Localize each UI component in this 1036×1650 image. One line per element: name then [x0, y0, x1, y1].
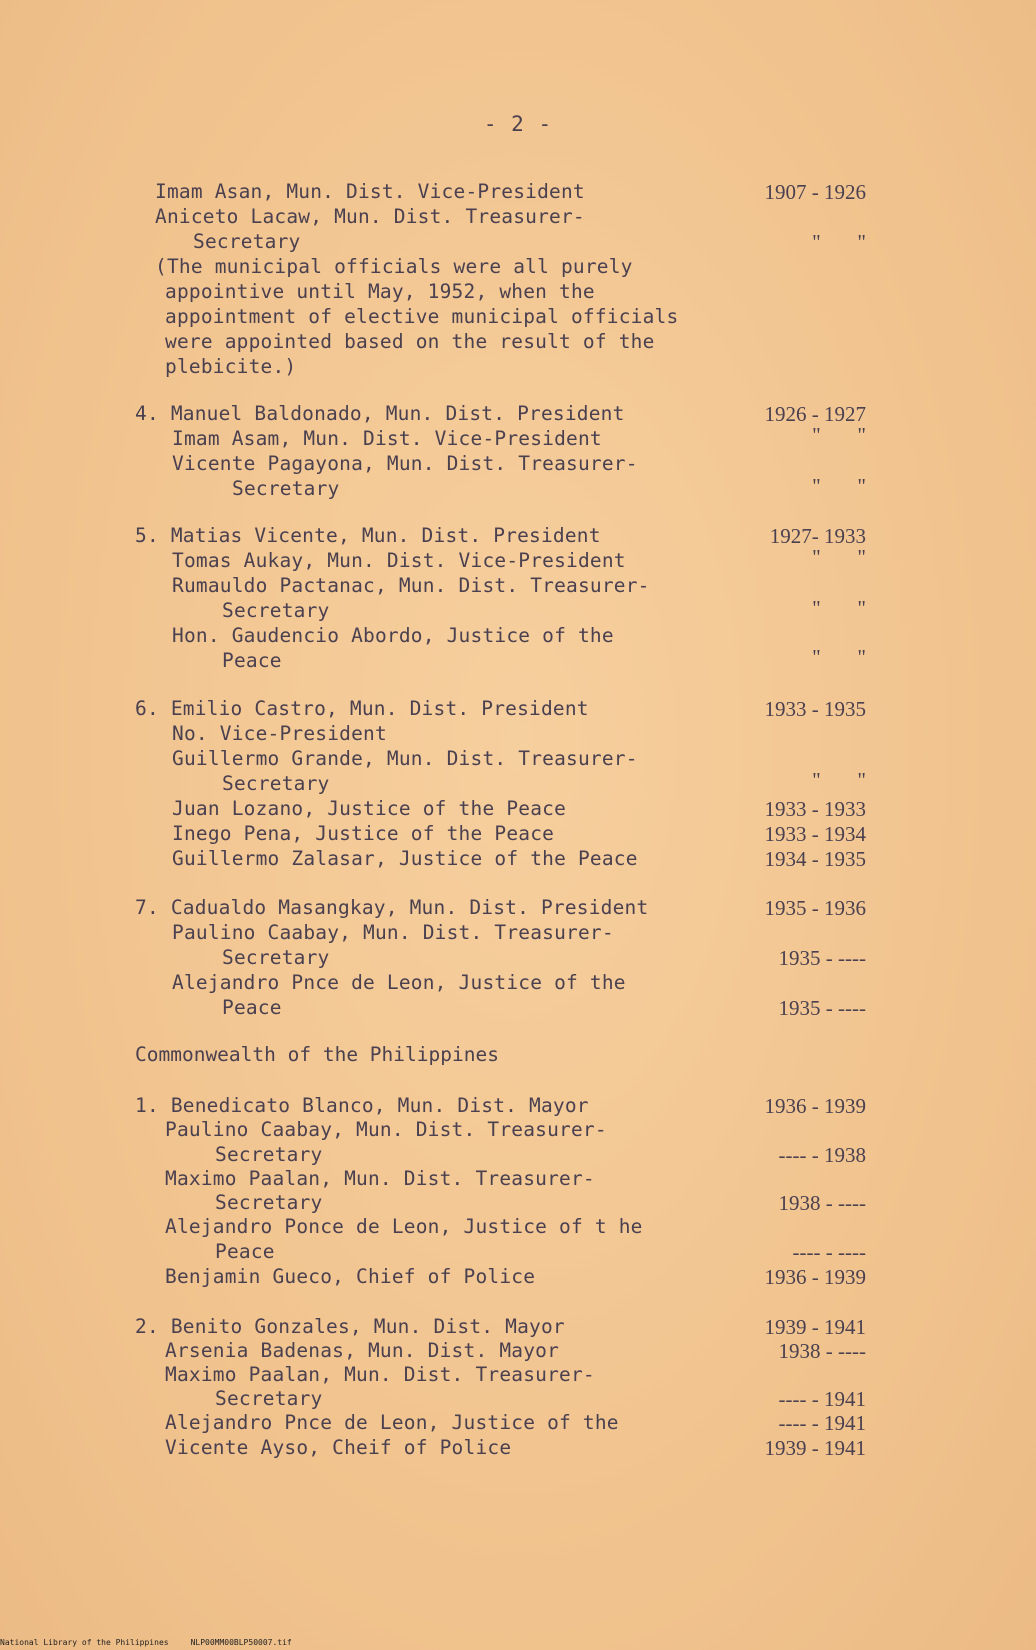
entry-line: 2. Benito Gonzales, Mun. Dist. Mayor: [135, 1315, 565, 1338]
entry-years: 1939 - 1941: [764, 1315, 866, 1339]
entry-line: Benjamin Gueco, Chief of Police: [165, 1265, 536, 1288]
entry-line: Imam Asan, Mun. Dist. Vice-President: [155, 180, 585, 203]
entry-years: 1907 - 1926: [764, 180, 866, 204]
entry-years: " ": [812, 645, 866, 669]
entry-line: Guillermo Grande, Mun. Dist. Treasurer-: [172, 747, 638, 770]
entry-years: 1935 - ----: [778, 946, 866, 970]
entry-years: 1938 - ----: [778, 1191, 866, 1215]
entry-years: 1933 - 1935: [764, 697, 866, 721]
entry-line: (The municipal officials were all purely: [155, 255, 633, 278]
entry-years: 1927- 1933: [769, 524, 866, 548]
library-name: National Library of the Philippines: [0, 1638, 169, 1647]
entry-years: ---- - 1938: [778, 1143, 866, 1167]
section-heading: Commonwealth of the Philippines: [135, 1043, 499, 1066]
entry-years: " ": [812, 768, 866, 792]
entry-years: 1939 - 1941: [764, 1436, 866, 1460]
entry-line: Peace: [222, 996, 282, 1019]
entry-line: 7. Cadualdo Masangkay, Mun. Dist. President: [135, 896, 649, 919]
entry-line: Guillermo Zalasar, Justice of the Peace: [172, 847, 638, 870]
entry-years: 1936 - 1939: [764, 1265, 866, 1289]
entry-years: " ": [812, 423, 866, 447]
entry-line: 1. Benedicato Blanco, Mun. Dist. Mayor: [135, 1094, 589, 1117]
entry-line: Alejandro Pnce de Leon, Justice of the: [172, 971, 626, 994]
entry-line: Vicente Ayso, Cheif of Police: [165, 1436, 512, 1459]
entry-years: 1936 - 1939: [764, 1094, 866, 1118]
entry-line: 5. Matias Vicente, Mun. Dist. President: [135, 524, 601, 547]
entry-line: appointment of elective municipal officials: [165, 305, 679, 328]
entry-line: Arsenia Badenas, Mun. Dist. Mayor: [165, 1339, 560, 1362]
entry-line: Secretary: [232, 477, 340, 500]
entry-years: ---- - 1941: [778, 1387, 866, 1411]
entry-line: Aniceto Lacaw, Mun. Dist. Treasurer-: [155, 205, 585, 228]
entry-line: Secretary: [215, 1191, 323, 1214]
entry-line: Rumauldo Pactanac, Mun. Dist. Treasurer-: [172, 574, 650, 597]
entry-years: 1935 - 1936: [764, 896, 866, 920]
entry-line: Imam Asam, Mun. Dist. Vice-President: [172, 427, 602, 450]
entry-line: Alejandro Pnce de Leon, Justice of the: [165, 1411, 619, 1434]
entry-line: Secretary: [193, 230, 301, 253]
entry-line: Secretary: [222, 599, 330, 622]
entry-years: 1938 - ----: [778, 1339, 866, 1363]
entry-line: Secretary: [215, 1387, 323, 1410]
entry-years: 1926 - 1927: [764, 402, 866, 426]
entry-line: 4. Manuel Baldonado, Mun. Dist. President: [135, 402, 625, 425]
entry-years: 1933 - 1934: [764, 822, 866, 846]
entry-line: Hon. Gaudencio Abordo, Justice of the: [172, 624, 614, 647]
entry-line: were appointed based on the result of the: [165, 330, 655, 353]
entry-years: 1933 - 1933: [764, 797, 866, 821]
entry-line: 6. Emilio Castro, Mun. Dist. President: [135, 697, 589, 720]
entry-years: 1934 - 1935: [764, 847, 866, 871]
entry-line: plebicite.): [165, 355, 297, 378]
entry-line: No. Vice-President: [172, 722, 387, 745]
entry-line: appointive until May, 1952, when the: [165, 280, 595, 303]
entry-line: Tomas Aukay, Mun. Dist. Vice-President: [172, 549, 626, 572]
entry-line: Secretary: [222, 946, 330, 969]
entry-line: Juan Lozano, Justice of the Peace: [172, 797, 567, 820]
entry-years: " ": [812, 230, 866, 254]
entry-line: Alejandro Ponce de Leon, Justice of t he: [165, 1215, 643, 1238]
entry-years: ---- - ----: [792, 1240, 866, 1264]
entry-line: Peace: [215, 1240, 275, 1263]
entry-line: Paulino Caabay, Mun. Dist. Treasurer-: [172, 921, 614, 944]
entry-line: Paulino Caabay, Mun. Dist. Treasurer-: [165, 1118, 607, 1141]
entry-line: Inego Pena, Justice of the Peace: [172, 822, 555, 845]
entry-line: Maximo Paalan, Mun. Dist. Treasurer-: [165, 1167, 595, 1190]
entry-line: Vicente Pagayona, Mun. Dist. Treasurer-: [172, 452, 638, 475]
entry-years: 1935 - ----: [778, 996, 866, 1020]
entry-line: Maximo Paalan, Mun. Dist. Treasurer-: [165, 1363, 595, 1386]
file-name: NLP00MM00BLP50007.tif: [190, 1638, 292, 1647]
scan-footer: [0, 1638, 314, 1648]
entry-years: " ": [812, 545, 866, 569]
entry-years: ---- - 1941: [778, 1411, 866, 1435]
entry-line: Secretary: [215, 1143, 323, 1166]
entry-years: " ": [812, 596, 866, 620]
entry-line: Secretary: [222, 772, 330, 795]
entry-line: Peace: [222, 649, 282, 672]
page-number: - 2 -: [483, 112, 553, 136]
entry-years: " ": [812, 474, 866, 498]
